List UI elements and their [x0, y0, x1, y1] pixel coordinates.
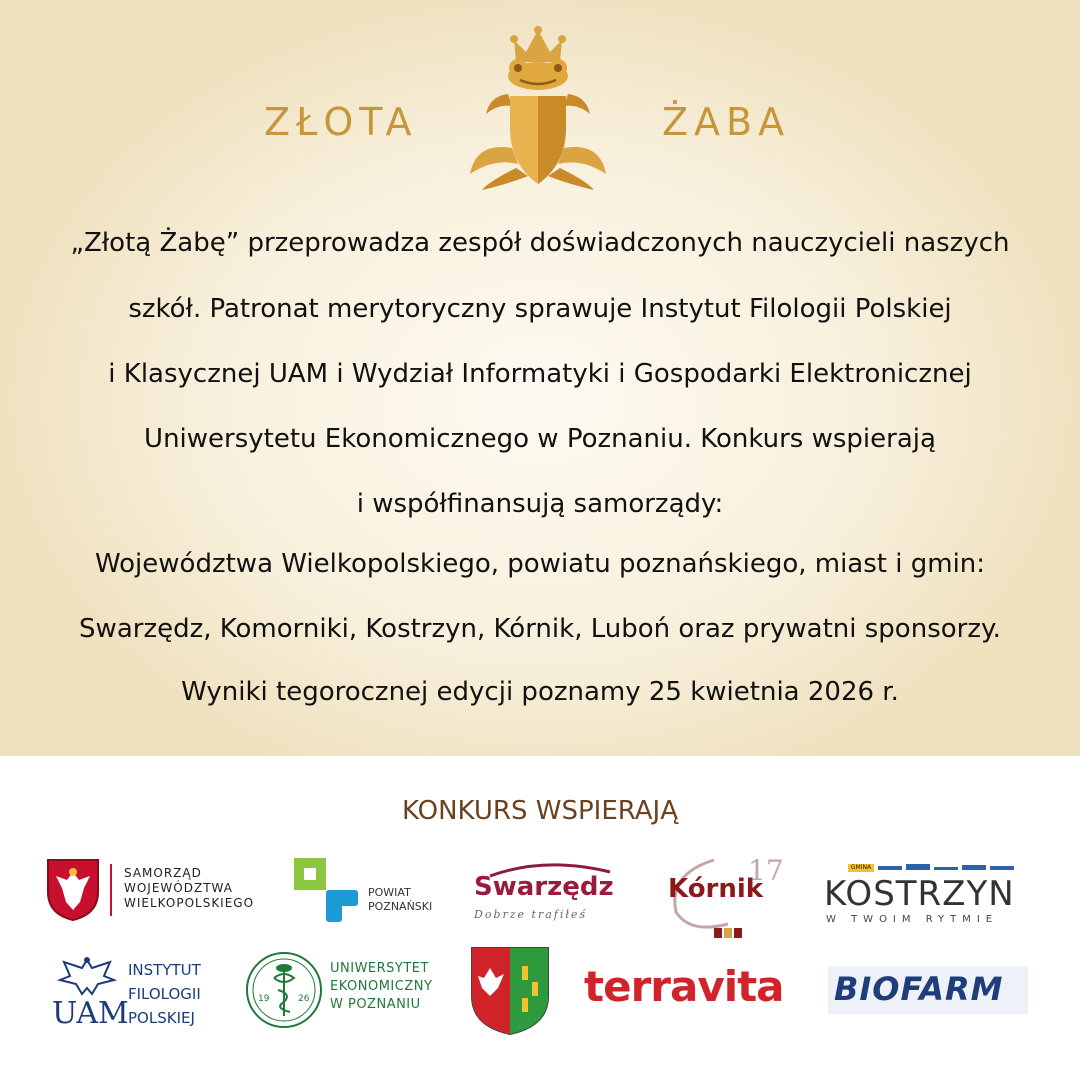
- swarzedz-name: Swarzędz: [474, 872, 614, 902]
- kostrzyn-name: KOSTRZYN: [824, 874, 1015, 914]
- ue-year-right: 26: [298, 994, 310, 1004]
- ue-caduceus-icon: [244, 950, 324, 1030]
- samorzad-line: SAMORZĄD: [124, 866, 202, 880]
- brand-word-left: ZŁOTA: [264, 100, 418, 144]
- description-line: Uniwersytetu Ekonomicznego w Poznaniu. Konkurs wspierają: [144, 424, 936, 454]
- samorzad-wojewodztwa-logo[interactable]: [46, 858, 276, 924]
- kostrzyn-rhythm-icon: [878, 864, 1038, 872]
- description-line: Swarzędz, Komorniki, Kostrzyn, Kórnik, Luboń oraz prywatni sponsorzy.: [79, 614, 1001, 644]
- kornik-mark: 17: [748, 854, 784, 887]
- description-line: i Klasycznej UAM i Wydział Informatyki i Gospodarki Elektronicznej: [108, 359, 972, 389]
- kostrzyn-tagline: W TWOIM RYTMIE: [826, 914, 999, 925]
- uam-filologia-logo[interactable]: [50, 952, 220, 1032]
- samorzad-line: WIELKOPOLSKIEGO: [124, 896, 255, 910]
- kornik-logo[interactable]: [656, 852, 796, 942]
- description-line: „Złotą Żabę” przeprowadza zespół doświadczonych nauczycieli naszych: [70, 228, 1010, 258]
- ue-line: UNIWERSYTET: [330, 961, 429, 976]
- kostrzyn-logo[interactable]: [822, 862, 1036, 928]
- swarzedz-tagline: Dobrze trafiłeś: [474, 908, 588, 921]
- powiat-line: POWIAT: [368, 886, 411, 899]
- powiat-squares-icon: [292, 856, 364, 926]
- swarzedz-logo[interactable]: [470, 862, 620, 926]
- kornik-gmina-crest-logo[interactable]: [470, 946, 550, 1036]
- uam-line: POLSKIEJ: [128, 1009, 195, 1027]
- kornik-name: Kórnik: [668, 874, 764, 904]
- golden-frog-crown-icon: [468, 24, 608, 192]
- uam-eagle-icon: [52, 954, 122, 998]
- terravita-name: terravita: [584, 962, 784, 1011]
- biofarm-name: BIOFARM: [834, 970, 1004, 1008]
- ue-poznan-logo[interactable]: [244, 950, 454, 1032]
- powiat-poznanski-logo[interactable]: [292, 856, 452, 926]
- samorzad-line: WOJEWÓDZTWA: [124, 881, 233, 895]
- supporters-title: KONKURS WSPIERAJĄ: [402, 796, 678, 826]
- gmina-badge: GMINA: [848, 864, 874, 872]
- shield-eagle-icon: [46, 858, 100, 922]
- description-line: szkół. Patronat merytoryczny sprawuje Instytut Filologii Polskiej: [128, 294, 952, 324]
- description-line: Województwa Wielkopolskiego, powiatu poznańskiego, miast i gmin:: [94, 549, 986, 579]
- results-date-line: Wyniki tegorocznej edycji poznamy 25 kwietnia 2026 r.: [181, 677, 899, 707]
- ue-line: W POZNANIU: [330, 997, 421, 1012]
- uam-line: INSTYTUT: [128, 961, 201, 979]
- ue-line: EKONOMICZNY: [330, 979, 433, 994]
- brand-word-right: ŻABA: [662, 100, 791, 144]
- divider: [110, 864, 112, 916]
- terravita-logo[interactable]: [584, 962, 784, 1016]
- uam-line: FILOLOGII: [128, 985, 201, 1003]
- ue-year-left: 19: [258, 994, 270, 1004]
- description-line: i współfinansują samorządy:: [356, 489, 724, 519]
- uam-mark: UAM: [52, 996, 129, 1031]
- powiat-line: POZNAŃSKI: [368, 900, 433, 913]
- split-shield-crest-icon: [470, 946, 550, 1036]
- biofarm-logo[interactable]: [828, 966, 1028, 1014]
